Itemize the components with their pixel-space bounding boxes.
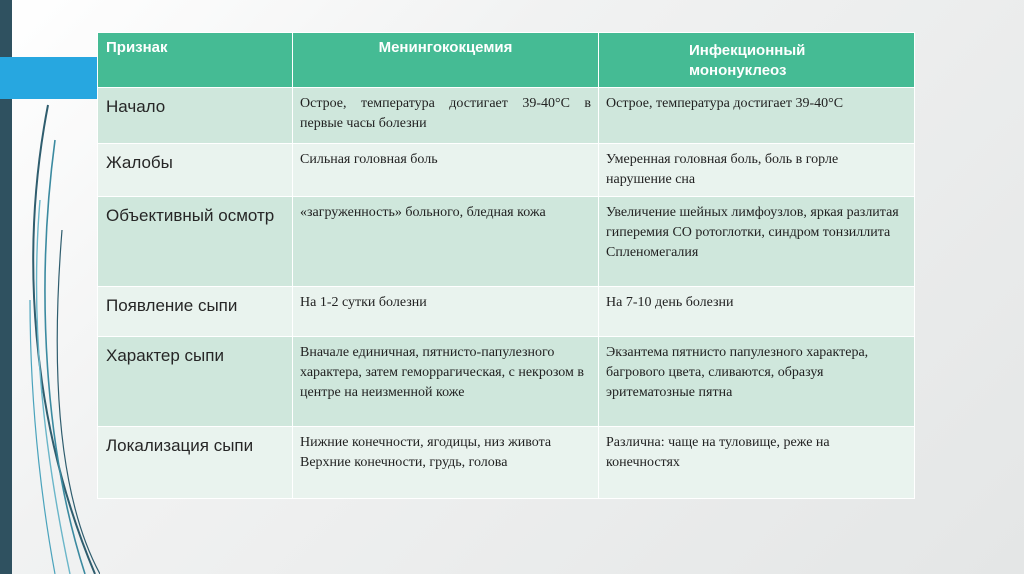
comparison-table (97, 32, 915, 499)
meningococcemia-cell: На 1-2 сутки болезни (293, 287, 599, 337)
header-meningococcemia: Менингококцемия (293, 33, 599, 88)
table-header-row (98, 33, 915, 88)
meningococcemia-cell: «загруженность» больного, бледная кожа (293, 197, 599, 287)
meningococcemia-cell: Нижние конечности, ягодицы, низ живота Верхние конечности, грудь, голова (293, 427, 599, 499)
row-label: Локализация сыпи (98, 427, 293, 499)
table-row (98, 144, 915, 197)
row-label: Появление сыпи (98, 287, 293, 337)
row-label: Объективный осмотр (98, 197, 293, 287)
mononucleosis-cell: Умеренная головная боль, боль в горле нарушение сна (599, 144, 915, 197)
table-row (98, 287, 915, 337)
table-row (98, 337, 915, 427)
table-row (98, 197, 915, 287)
meningococcemia-cell: Вначале единичная, пятнисто-папулезного характера, затем геморрагическая, с некрозом в центре на неизменной коже (293, 337, 599, 427)
mononucleosis-cell: На 7-10 день болезни (599, 287, 915, 337)
meningococcemia-cell: Острое, температура достигает 39-40°С в первые часы болезни (293, 88, 599, 144)
mononucleosis-cell: Увеличение шейных лимфоузлов, яркая разлитая гиперемия СО ротоглотки, синдром тонзиллита Спленомегалия (599, 197, 915, 287)
mononucleosis-cell: Экзантема пятнисто папулезного характера, багрового цвета, сливаются, образуя эритематозные пятна (599, 337, 915, 427)
mononucleosis-cell: Различна: чаще на туловище, реже на конечностях (599, 427, 915, 499)
header-mononucleosis: Инфекционный мононуклеоз (599, 33, 915, 88)
decorative-curves (0, 0, 100, 574)
row-label: Жалобы (98, 144, 293, 197)
mononucleosis-cell: Острое, температура достигает 39-40°С (599, 88, 915, 144)
meningococcemia-cell: Сильная головная боль (293, 144, 599, 197)
header-sign: Признак (98, 33, 293, 88)
table-row (98, 88, 915, 144)
row-label: Характер сыпи (98, 337, 293, 427)
row-label: Начало (98, 88, 293, 144)
table-row (98, 427, 915, 499)
